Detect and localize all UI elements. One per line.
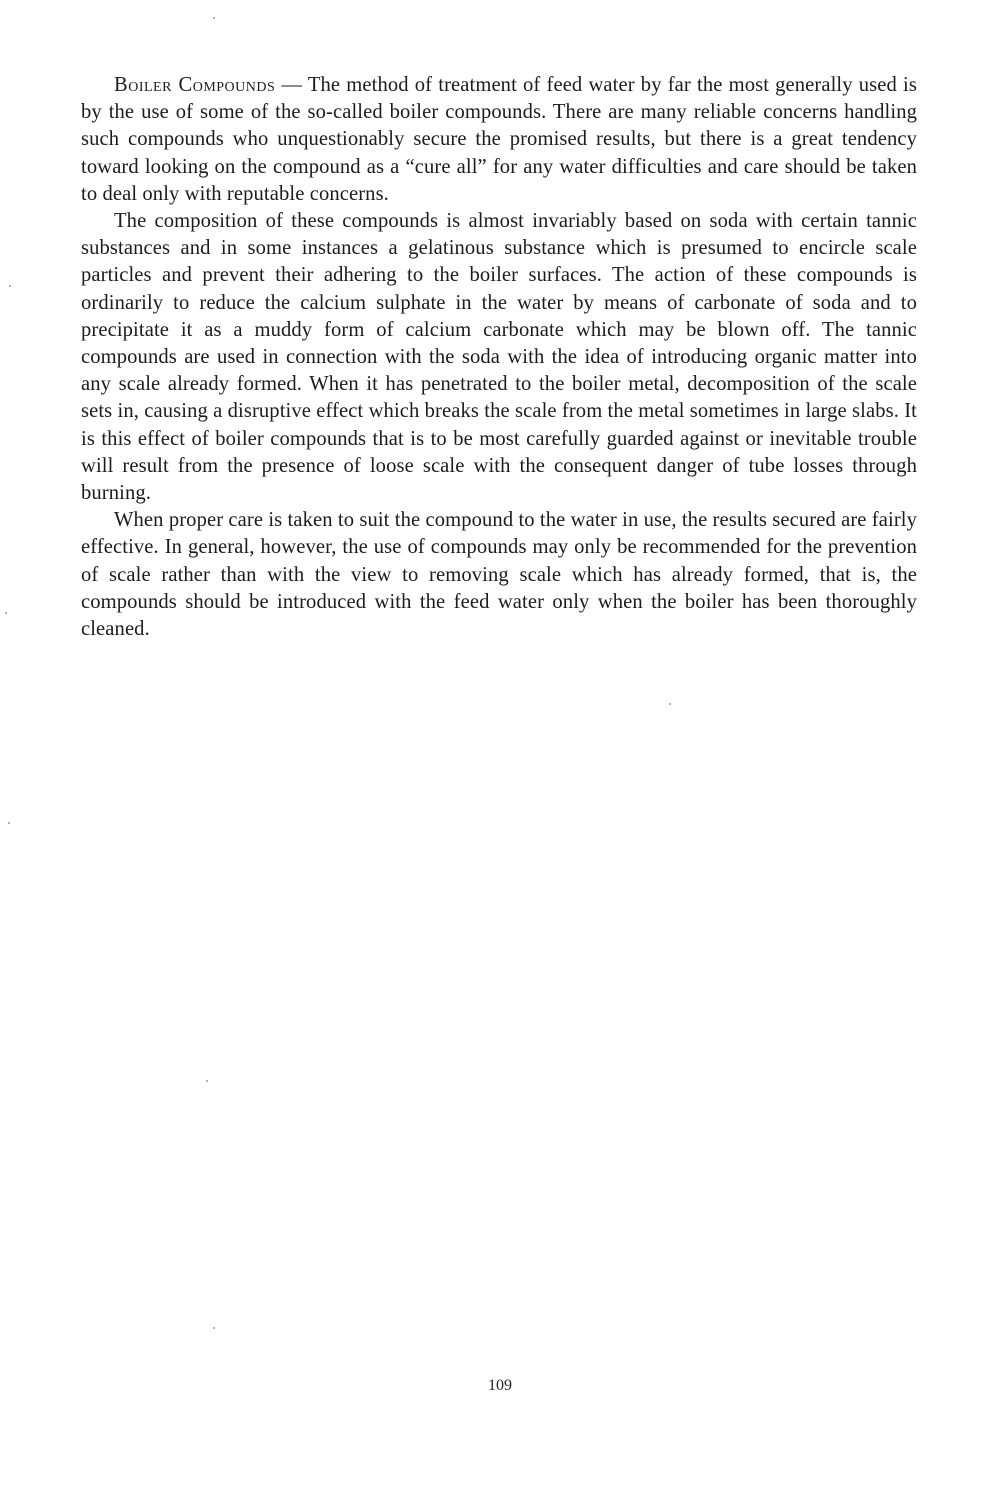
section-heading: Boiler Compounds — [114, 74, 276, 96]
page-number: 109 — [488, 1377, 512, 1394]
scan-speck — [9, 285, 11, 287]
paragraph-boiler-compounds — [81, 72, 917, 208]
scan-speck — [213, 17, 215, 19]
paragraph-text: The composition of these compounds is almost invariably based on soda with certain tannic substances and in some instances a gelatinous substance which is presumed to encircle scale particles and prevent their adhering to the boiler surfaces. The action of these compounds is ordinarily to reduce the calcium sulphate in the water by means of carbonate of soda and to precipitate it as a muddy form of calcium carbonate which may be blown off. The tannic compounds are used in connection with the soda with the idea of introducing organic matter into any scale already formed. When it has penetrated to the boiler metal, decomposition of the scale sets in, causing a disruptive effect which breaks the scale from the metal sometimes in large slabs. It is this effect of boiler compounds that is to be most carefully guarded against or inevitable trouble will result from the presence of loose scale with the consequent danger of tube losses through burning. — [81, 210, 917, 505]
scan-speck — [669, 703, 671, 705]
scan-speck — [8, 822, 10, 824]
paragraph-composition — [81, 208, 917, 507]
scan-speck — [5, 612, 7, 614]
scan-speck — [206, 1080, 208, 1082]
body-text — [81, 72, 917, 643]
paragraph-proper-care — [81, 507, 917, 643]
paragraph-text: When proper care is taken to suit the compound to the water in use, the results secured are fairly effective. In general, however, the use of compounds may only be recommended for the prevention of scale rather than with the view to removing scale which has already formed, that is, the compounds should be introduced with the feed water only when the boiler has been thoroughly cleaned. — [81, 509, 917, 641]
scan-speck — [213, 1327, 215, 1329]
paragraph-text: — The method of treatment of feed water by far the most generally used is by the use of some of the so-called boiler compounds. There are many reliable concerns handling such compounds who unquestionably secure the promised results, but there is a great tendency toward looking on the compound as a “cure all” for any water difficulties and care should be taken to deal only with reputable concerns. — [81, 74, 917, 205]
